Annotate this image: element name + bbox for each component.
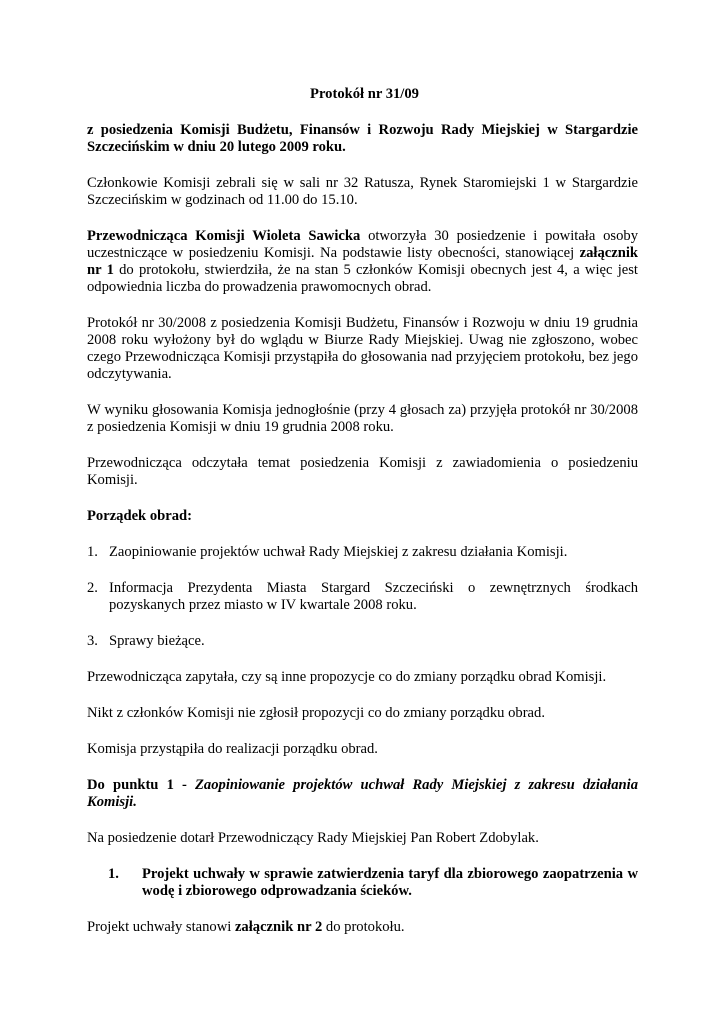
paragraph-vote-result: W wyniku głosowania Komisja jednogłośnie (przy 4 głosach za) przyjęła protokół nr 30/2008 z posiedzenia Komisji w dniu 19 grudnia 2008 roku. bbox=[87, 402, 638, 435]
paragraph-no-proposals: Nikt z członków Komisji nie zgłosił propozycji co do zmiany porządku obrad. bbox=[87, 705, 545, 721]
paragraph-start-agenda: Komisja przystąpiła do realizacji porządku obrad. bbox=[87, 741, 378, 757]
paragraph-topic-read: Przewodnicząca odczytała temat posiedzenia Komisji z zawiadomienia o posiedzeniu Komisji. bbox=[87, 455, 638, 488]
document-heading: z posiedzenia Komisji Budżetu, Finansów i Rozwoju Rady Miejskiej w Stargardzie Szczecińskim w dniu 20 lutego 2009 roku. bbox=[87, 122, 638, 155]
agenda-item bbox=[87, 633, 638, 650]
attachment-2-text-2: do protokołu. bbox=[322, 919, 405, 935]
paragraph-other-proposals: Przewodnicząca zapytała, czy są inne propozycje co do zmiany porządku obrad Komisji. bbox=[87, 669, 607, 685]
paragraph-chairman-arrived: Na posiedzenie dotarł Przewodniczący Rady Miejskiej Pan Robert Zdobylak. bbox=[87, 830, 539, 846]
agenda-list bbox=[87, 544, 638, 650]
opening-text-1: otworzyła 30 posiedzenie i powitała osoby uczestniczące w posiedzeniu Komisji. Na podstawie listy obecności, stanowiącej bbox=[87, 228, 638, 261]
point-1-title: Zaopiniowanie projektów uchwał Rady Miejskiej z zakresu działania Komisji. bbox=[87, 777, 638, 810]
resolution-project-1 bbox=[87, 866, 638, 900]
agenda-item bbox=[87, 544, 638, 561]
paragraph-meeting-location: Członkowie Komisji zebrali się w sali nr 32 Ratusza, Rynek Staromiejski 1 w Stargardzie Szczecińskim w godzinach od 11.00 do 15.10. bbox=[87, 175, 638, 208]
attachment-2-text-1: Projekt uchwały stanowi bbox=[87, 919, 235, 935]
agenda-heading: Porządek obrad: bbox=[87, 508, 192, 524]
attachment-2-ref: załącznik nr 2 bbox=[234, 919, 323, 935]
agenda-item-number: 2. bbox=[87, 580, 98, 596]
agenda-item-number: 3. bbox=[87, 633, 98, 649]
document-title: Protokół nr 31/09 bbox=[310, 86, 419, 102]
agenda-item-text: Informacja Prezydenta Miasta Stargard Szczeciński o zewnętrznych środkach pozyskanych przez miasto w IV kwartale 2008 roku. bbox=[109, 580, 638, 613]
agenda-item-text: Zaopiniowanie projektów uchwał Rady Miejskiej z zakresu działania Komisji. bbox=[109, 544, 568, 560]
point-1-lead: Do punktu 1 - bbox=[87, 777, 196, 793]
paragraph-previous-protocol: Protokół nr 30/2008 z posiedzenia Komisji Budżetu, Finansów i Rozwoju w dniu 19 grudnia 2008 roku wyłożony był do wglądu w Biurze Rady Miejskiej. Uwag nie zgłoszono, wobec czego Przewodnicząca Komisji przystąpiła do głosowania nad przyjęciem protokołu, bez jego odczytywania. bbox=[87, 315, 638, 382]
paragraph-opening bbox=[87, 228, 638, 296]
point-1-heading bbox=[87, 777, 638, 811]
agenda-item-text: Sprawy bieżące. bbox=[109, 633, 205, 649]
resolution-project-number: 1. bbox=[108, 866, 119, 882]
paragraph-attachment-2 bbox=[87, 919, 638, 936]
agenda-item-number: 1. bbox=[87, 544, 98, 560]
resolution-project-title: Projekt uchwały w sprawie zatwierdzenia taryf dla zbiorowego zaopatrzenia w wodę i zbiorowego odprowadzania ścieków. bbox=[142, 866, 638, 899]
agenda-item bbox=[87, 580, 638, 614]
chairwoman-name: Przewodnicząca Komisji Wioleta Sawicka bbox=[87, 228, 361, 244]
attachment-1-ref: załącznik nr 1 bbox=[87, 245, 638, 278]
opening-text-2: do protokołu, stwierdziła, że na stan 5 członków Komisji obecnych jest 4, a więc jest odpowiednia liczba do prowadzenia prawomocnych obrad. bbox=[87, 262, 638, 295]
